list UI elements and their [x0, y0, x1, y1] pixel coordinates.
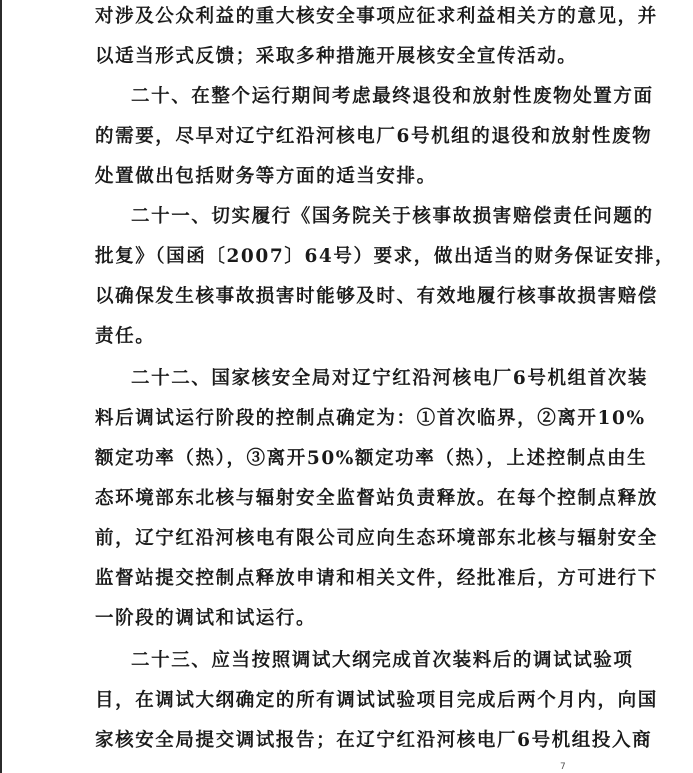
text-line: 的需要，尽早对辽宁红沿河核电厂6号机组的退役和放射性废物 [95, 126, 653, 147]
text-line: 一阶段的调试和试运行。 [95, 608, 317, 629]
text-line: 以确保发生核事故损害时能够及时、有效地履行核事故损害赔偿 [95, 286, 658, 307]
page-number: 7 [560, 762, 566, 772]
text-line: 料后调试运行阶段的控制点确定为：①首次临界，②离开10% [95, 408, 646, 429]
page-left-edge [0, 0, 2, 773]
text-line: 家核安全局提交调试报告；在辽宁红沿河核电厂6号机组投入商 [95, 730, 653, 751]
text-line: 目，在调试大纲确定的所有调试试验项目完成后两个月内，向国 [95, 690, 658, 711]
text-line: 责任。 [95, 326, 156, 347]
text-line: 对涉及公众利益的重大核安全事项应征求利益相关方的意见，并 [95, 6, 658, 27]
paragraph-23-start: 二十三、应当按照调试大纲完成首次装料后的调试试验项 [131, 650, 634, 671]
text-line: 批复》（国函〔2007〕64号）要求，做出适当的财务保证安排， [95, 246, 676, 267]
paragraph-20-start: 二十、在整个运行期间考虑最终退役和放射性废物处置方面 [131, 86, 654, 107]
text-line: 前，辽宁红沿河核电有限公司应向生态环境部东北核与辐射安全 [95, 528, 658, 549]
text-line: 监督站提交控制点释放申请和相关文件，经批准后，方可进行下 [95, 568, 658, 589]
text-line: 额定功率（热），③离开50%额定功率（热），上述控制点由生 [95, 448, 648, 469]
text-line: 处置做出包括财务等方面的适当安排。 [95, 166, 437, 187]
text-line: 以适当形式反馈；采取多种措施开展核安全宣传活动。 [95, 46, 578, 67]
paragraph-21-start: 二十一、切实履行《国务院关于核事故损害赔偿责任问题的 [131, 206, 654, 227]
paragraph-22-start: 二十二、国家核安全局对辽宁红沿河核电厂6号机组首次装 [131, 368, 648, 389]
text-line: 态环境部东北核与辐射安全监督站负责释放。在每个控制点释放 [95, 488, 658, 509]
